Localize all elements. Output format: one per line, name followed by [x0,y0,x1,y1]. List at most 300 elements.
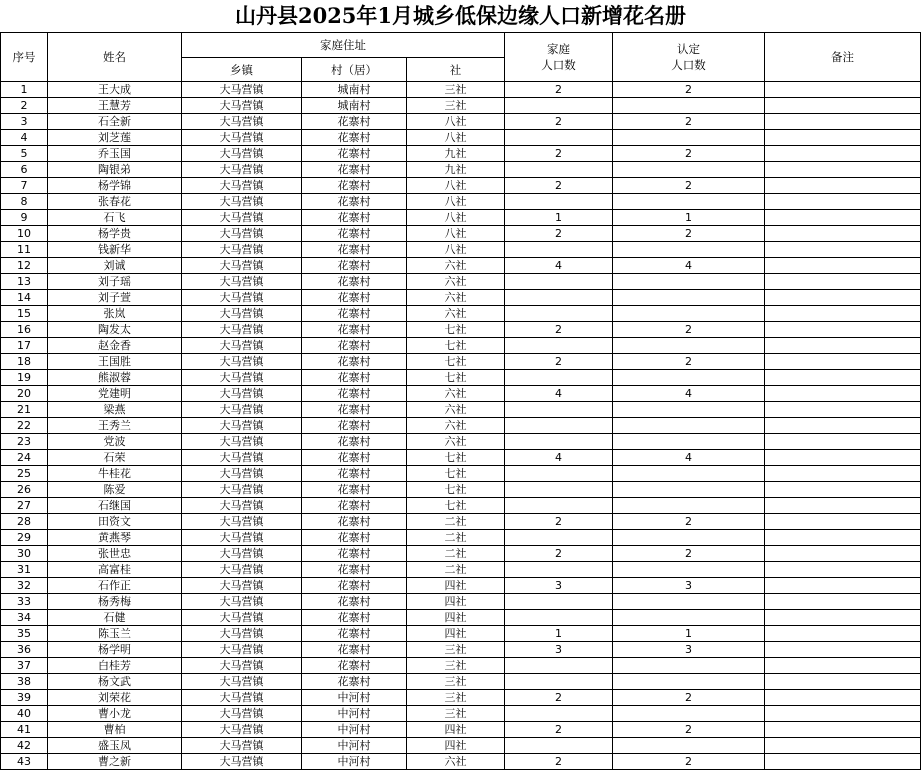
cell-name: 王秀兰 [48,418,182,434]
cell-family-count: 2 [505,754,613,770]
cell-family-count: 1 [505,210,613,226]
cell-remark [765,82,921,98]
cell-remark [765,226,921,242]
cell-family-count [505,434,613,450]
cell-town: 大马营镇 [182,258,302,274]
cell-village: 花寨村 [302,402,407,418]
cell-village: 花寨村 [302,338,407,354]
cell-village: 城南村 [302,98,407,114]
table-row [1,418,921,434]
cell-approved-count [613,594,765,610]
cell-seq: 39 [1,690,48,706]
cell-family-count [505,738,613,754]
cell-family-count [505,402,613,418]
header-approved-count-line1: 认定 [677,42,701,56]
cell-family-count [505,338,613,354]
table-row [1,146,921,162]
cell-family-count: 2 [505,178,613,194]
table-row [1,754,921,770]
cell-name: 钱新华 [48,242,182,258]
cell-village: 花寨村 [302,674,407,690]
cell-approved-count: 2 [613,82,765,98]
cell-seq: 25 [1,466,48,482]
cell-approved-count: 2 [613,354,765,370]
cell-village: 花寨村 [302,658,407,674]
cell-village: 花寨村 [302,466,407,482]
cell-seq: 11 [1,242,48,258]
cell-remark [765,418,921,434]
cell-approved-count [613,530,765,546]
cell-approved-count: 1 [613,210,765,226]
cell-town: 大马营镇 [182,530,302,546]
cell-village: 城南村 [302,82,407,98]
cell-village: 花寨村 [302,546,407,562]
header-family-count-line1: 家庭 [547,42,571,56]
table-row [1,194,921,210]
cell-group: 九社 [407,162,505,178]
table-row [1,306,921,322]
cell-name: 赵金香 [48,338,182,354]
cell-group: 六社 [407,402,505,418]
cell-town: 大马营镇 [182,146,302,162]
table-header [1,33,921,82]
header-remark: 备注 [765,33,921,82]
cell-town: 大马营镇 [182,130,302,146]
cell-town: 大马营镇 [182,322,302,338]
cell-family-count [505,306,613,322]
cell-seq: 7 [1,178,48,194]
cell-name: 黄燕琴 [48,530,182,546]
cell-village: 花寨村 [302,562,407,578]
cell-group: 四社 [407,626,505,642]
cell-town: 大马营镇 [182,274,302,290]
cell-seq: 6 [1,162,48,178]
cell-seq: 19 [1,370,48,386]
cell-village: 花寨村 [302,418,407,434]
cell-name: 石荣 [48,450,182,466]
cell-town: 大马营镇 [182,498,302,514]
cell-family-count [505,274,613,290]
cell-family-count: 2 [505,322,613,338]
cell-family-count [505,290,613,306]
cell-name: 刘芝莲 [48,130,182,146]
cell-approved-count [613,418,765,434]
cell-group: 八社 [407,226,505,242]
cell-town: 大马营镇 [182,82,302,98]
cell-family-count: 1 [505,626,613,642]
cell-name: 石全新 [48,114,182,130]
cell-group: 三社 [407,82,505,98]
cell-village: 花寨村 [302,386,407,402]
cell-village: 花寨村 [302,610,407,626]
cell-group: 四社 [407,594,505,610]
cell-family-count [505,562,613,578]
cell-family-count [505,98,613,114]
cell-village: 花寨村 [302,274,407,290]
cell-seq: 18 [1,354,48,370]
cell-approved-count [613,466,765,482]
table-row [1,370,921,386]
cell-family-count: 4 [505,258,613,274]
cell-seq: 29 [1,530,48,546]
cell-name: 乔玉国 [48,146,182,162]
table-row [1,482,921,498]
table-row [1,114,921,130]
cell-family-count [505,530,613,546]
cell-group: 七社 [407,450,505,466]
cell-town: 大马营镇 [182,418,302,434]
cell-approved-count [613,162,765,178]
table-row [1,178,921,194]
cell-remark [765,98,921,114]
cell-village: 中河村 [302,706,407,722]
cell-village: 花寨村 [302,530,407,546]
cell-seq: 27 [1,498,48,514]
table-row [1,82,921,98]
cell-remark [765,546,921,562]
cell-town: 大马营镇 [182,738,302,754]
cell-seq: 42 [1,738,48,754]
cell-approved-count: 2 [613,754,765,770]
cell-remark [765,722,921,738]
cell-remark [765,210,921,226]
cell-family-count [505,162,613,178]
table-row [1,610,921,626]
cell-group: 九社 [407,146,505,162]
cell-name: 张世忠 [48,546,182,562]
table-row [1,258,921,274]
cell-approved-count: 2 [613,722,765,738]
cell-town: 大马营镇 [182,706,302,722]
cell-group: 八社 [407,242,505,258]
cell-group: 四社 [407,578,505,594]
cell-remark [765,130,921,146]
header-group: 社 [407,58,505,82]
cell-approved-count [613,738,765,754]
cell-name: 石飞 [48,210,182,226]
cell-town: 大马营镇 [182,226,302,242]
cell-group: 六社 [407,418,505,434]
cell-seq: 26 [1,482,48,498]
cell-seq: 10 [1,226,48,242]
cell-family-count: 2 [505,514,613,530]
cell-remark [765,290,921,306]
cell-seq: 20 [1,386,48,402]
cell-town: 大马营镇 [182,306,302,322]
cell-village: 花寨村 [302,146,407,162]
cell-family-count: 2 [505,146,613,162]
cell-town: 大马营镇 [182,114,302,130]
cell-village: 花寨村 [302,354,407,370]
cell-town: 大马营镇 [182,290,302,306]
table-row [1,290,921,306]
cell-name: 高富桂 [48,562,182,578]
cell-remark [765,338,921,354]
cell-remark [765,306,921,322]
cell-group: 三社 [407,658,505,674]
table-row [1,322,921,338]
cell-approved-count: 2 [613,226,765,242]
cell-approved-count [613,482,765,498]
cell-town: 大马营镇 [182,674,302,690]
cell-approved-count [613,498,765,514]
cell-family-count: 2 [505,82,613,98]
cell-name: 刘子萱 [48,290,182,306]
cell-seq: 24 [1,450,48,466]
table-row [1,642,921,658]
cell-group: 三社 [407,690,505,706]
cell-town: 大马营镇 [182,386,302,402]
cell-seq: 15 [1,306,48,322]
cell-seq: 34 [1,610,48,626]
cell-group: 八社 [407,114,505,130]
cell-name: 陈爱 [48,482,182,498]
cell-name: 杨秀梅 [48,594,182,610]
cell-group: 六社 [407,386,505,402]
cell-town: 大马营镇 [182,370,302,386]
cell-approved-count [613,306,765,322]
table-row [1,210,921,226]
table-row [1,690,921,706]
cell-approved-count [613,562,765,578]
cell-approved-count: 2 [613,114,765,130]
cell-name: 张春花 [48,194,182,210]
cell-seq: 36 [1,642,48,658]
cell-name: 陶银弟 [48,162,182,178]
table-row [1,466,921,482]
cell-town: 大马营镇 [182,402,302,418]
table-body [1,82,921,770]
cell-seq: 9 [1,210,48,226]
cell-town: 大马营镇 [182,338,302,354]
cell-name: 曹小龙 [48,706,182,722]
cell-group: 三社 [407,98,505,114]
table-row [1,130,921,146]
table-row [1,162,921,178]
cell-village: 花寨村 [302,450,407,466]
table-row [1,594,921,610]
cell-village: 花寨村 [302,514,407,530]
cell-remark [765,242,921,258]
cell-family-count [505,418,613,434]
cell-remark [765,354,921,370]
cell-town: 大马营镇 [182,514,302,530]
cell-family-count [505,482,613,498]
cell-town: 大马营镇 [182,578,302,594]
cell-village: 花寨村 [302,162,407,178]
cell-name: 梁燕 [48,402,182,418]
cell-name: 石健 [48,610,182,626]
cell-village: 花寨村 [302,482,407,498]
cell-group: 八社 [407,178,505,194]
cell-family-count [505,594,613,610]
cell-approved-count [613,610,765,626]
header-village: 村（居） [302,58,407,82]
cell-remark [765,386,921,402]
cell-approved-count: 4 [613,450,765,466]
cell-seq: 32 [1,578,48,594]
cell-approved-count: 2 [613,546,765,562]
table-row [1,658,921,674]
cell-group: 六社 [407,754,505,770]
cell-group: 四社 [407,610,505,626]
cell-town: 大马营镇 [182,242,302,258]
cell-town: 大马营镇 [182,690,302,706]
cell-town: 大马营镇 [182,210,302,226]
cell-family-count: 2 [505,114,613,130]
cell-seq: 30 [1,546,48,562]
cell-name: 杨学明 [48,642,182,658]
cell-remark [765,562,921,578]
cell-family-count [505,242,613,258]
cell-seq: 3 [1,114,48,130]
header-approved-count-line2: 人口数 [671,58,706,72]
cell-seq: 14 [1,290,48,306]
header-town: 乡镇 [182,58,302,82]
cell-group: 三社 [407,674,505,690]
table-row [1,402,921,418]
cell-group: 七社 [407,482,505,498]
cell-seq: 38 [1,674,48,690]
table-row [1,738,921,754]
cell-seq: 17 [1,338,48,354]
cell-family-count [505,658,613,674]
cell-name: 王慧芳 [48,98,182,114]
cell-village: 花寨村 [302,290,407,306]
cell-town: 大马营镇 [182,594,302,610]
cell-remark [765,514,921,530]
cell-village: 花寨村 [302,322,407,338]
cell-name: 杨学锦 [48,178,182,194]
page-title: 山丹县2025年1月城乡低保边缘人口新增花名册 [234,3,687,28]
header-family-count [505,33,613,82]
cell-group: 七社 [407,338,505,354]
cell-town: 大马营镇 [182,466,302,482]
cell-seq: 22 [1,418,48,434]
table-row [1,226,921,242]
cell-village: 花寨村 [302,306,407,322]
cell-group: 六社 [407,306,505,322]
cell-seq: 31 [1,562,48,578]
cell-approved-count [613,274,765,290]
cell-remark [765,706,921,722]
cell-town: 大马营镇 [182,562,302,578]
cell-remark [765,738,921,754]
table-row [1,98,921,114]
cell-name: 牛桂花 [48,466,182,482]
header-address: 家庭住址 [182,33,505,58]
cell-town: 大马营镇 [182,546,302,562]
cell-seq: 2 [1,98,48,114]
cell-group: 七社 [407,466,505,482]
cell-remark [765,578,921,594]
cell-group: 七社 [407,322,505,338]
cell-name: 陈玉兰 [48,626,182,642]
cell-town: 大马营镇 [182,434,302,450]
cell-approved-count [613,242,765,258]
cell-name: 陶发太 [48,322,182,338]
cell-remark [765,466,921,482]
table-row [1,354,921,370]
cell-seq: 8 [1,194,48,210]
cell-seq: 4 [1,130,48,146]
cell-approved-count [613,130,765,146]
cell-village: 花寨村 [302,498,407,514]
cell-remark [765,274,921,290]
roster-table [0,32,921,770]
cell-group: 三社 [407,706,505,722]
cell-town: 大马营镇 [182,610,302,626]
cell-seq: 35 [1,626,48,642]
cell-group: 二社 [407,514,505,530]
cell-seq: 12 [1,258,48,274]
table-row [1,514,921,530]
cell-group: 八社 [407,194,505,210]
cell-name: 刘子瑶 [48,274,182,290]
cell-seq: 41 [1,722,48,738]
cell-group: 六社 [407,434,505,450]
cell-family-count [505,466,613,482]
cell-name: 党波 [48,434,182,450]
cell-remark [765,530,921,546]
cell-family-count: 2 [505,226,613,242]
cell-group: 二社 [407,546,505,562]
cell-village: 花寨村 [302,194,407,210]
cell-family-count: 4 [505,386,613,402]
cell-family-count [505,674,613,690]
cell-approved-count [613,338,765,354]
cell-remark [765,162,921,178]
cell-family-count [505,610,613,626]
cell-name: 熊淑蓉 [48,370,182,386]
cell-village: 花寨村 [302,370,407,386]
table-row [1,626,921,642]
cell-group: 六社 [407,290,505,306]
cell-remark [765,402,921,418]
cell-village: 花寨村 [302,178,407,194]
cell-family-count: 2 [505,354,613,370]
cell-approved-count: 4 [613,386,765,402]
cell-remark [765,498,921,514]
cell-town: 大马营镇 [182,482,302,498]
cell-seq: 37 [1,658,48,674]
cell-name: 石继国 [48,498,182,514]
cell-village: 花寨村 [302,434,407,450]
cell-family-count: 3 [505,642,613,658]
header-seq: 序号 [1,33,48,82]
cell-family-count [505,130,613,146]
cell-seq: 5 [1,146,48,162]
table-row [1,562,921,578]
cell-name: 杨学贵 [48,226,182,242]
cell-town: 大马营镇 [182,658,302,674]
cell-town: 大马营镇 [182,754,302,770]
cell-approved-count: 2 [613,690,765,706]
cell-seq: 16 [1,322,48,338]
cell-village: 中河村 [302,722,407,738]
cell-seq: 23 [1,434,48,450]
cell-name: 田资文 [48,514,182,530]
cell-remark [765,642,921,658]
cell-name: 石作正 [48,578,182,594]
cell-town: 大马营镇 [182,194,302,210]
cell-seq: 33 [1,594,48,610]
cell-name: 白桂芳 [48,658,182,674]
table-row [1,242,921,258]
table-row [1,578,921,594]
table-row [1,674,921,690]
table-row [1,706,921,722]
